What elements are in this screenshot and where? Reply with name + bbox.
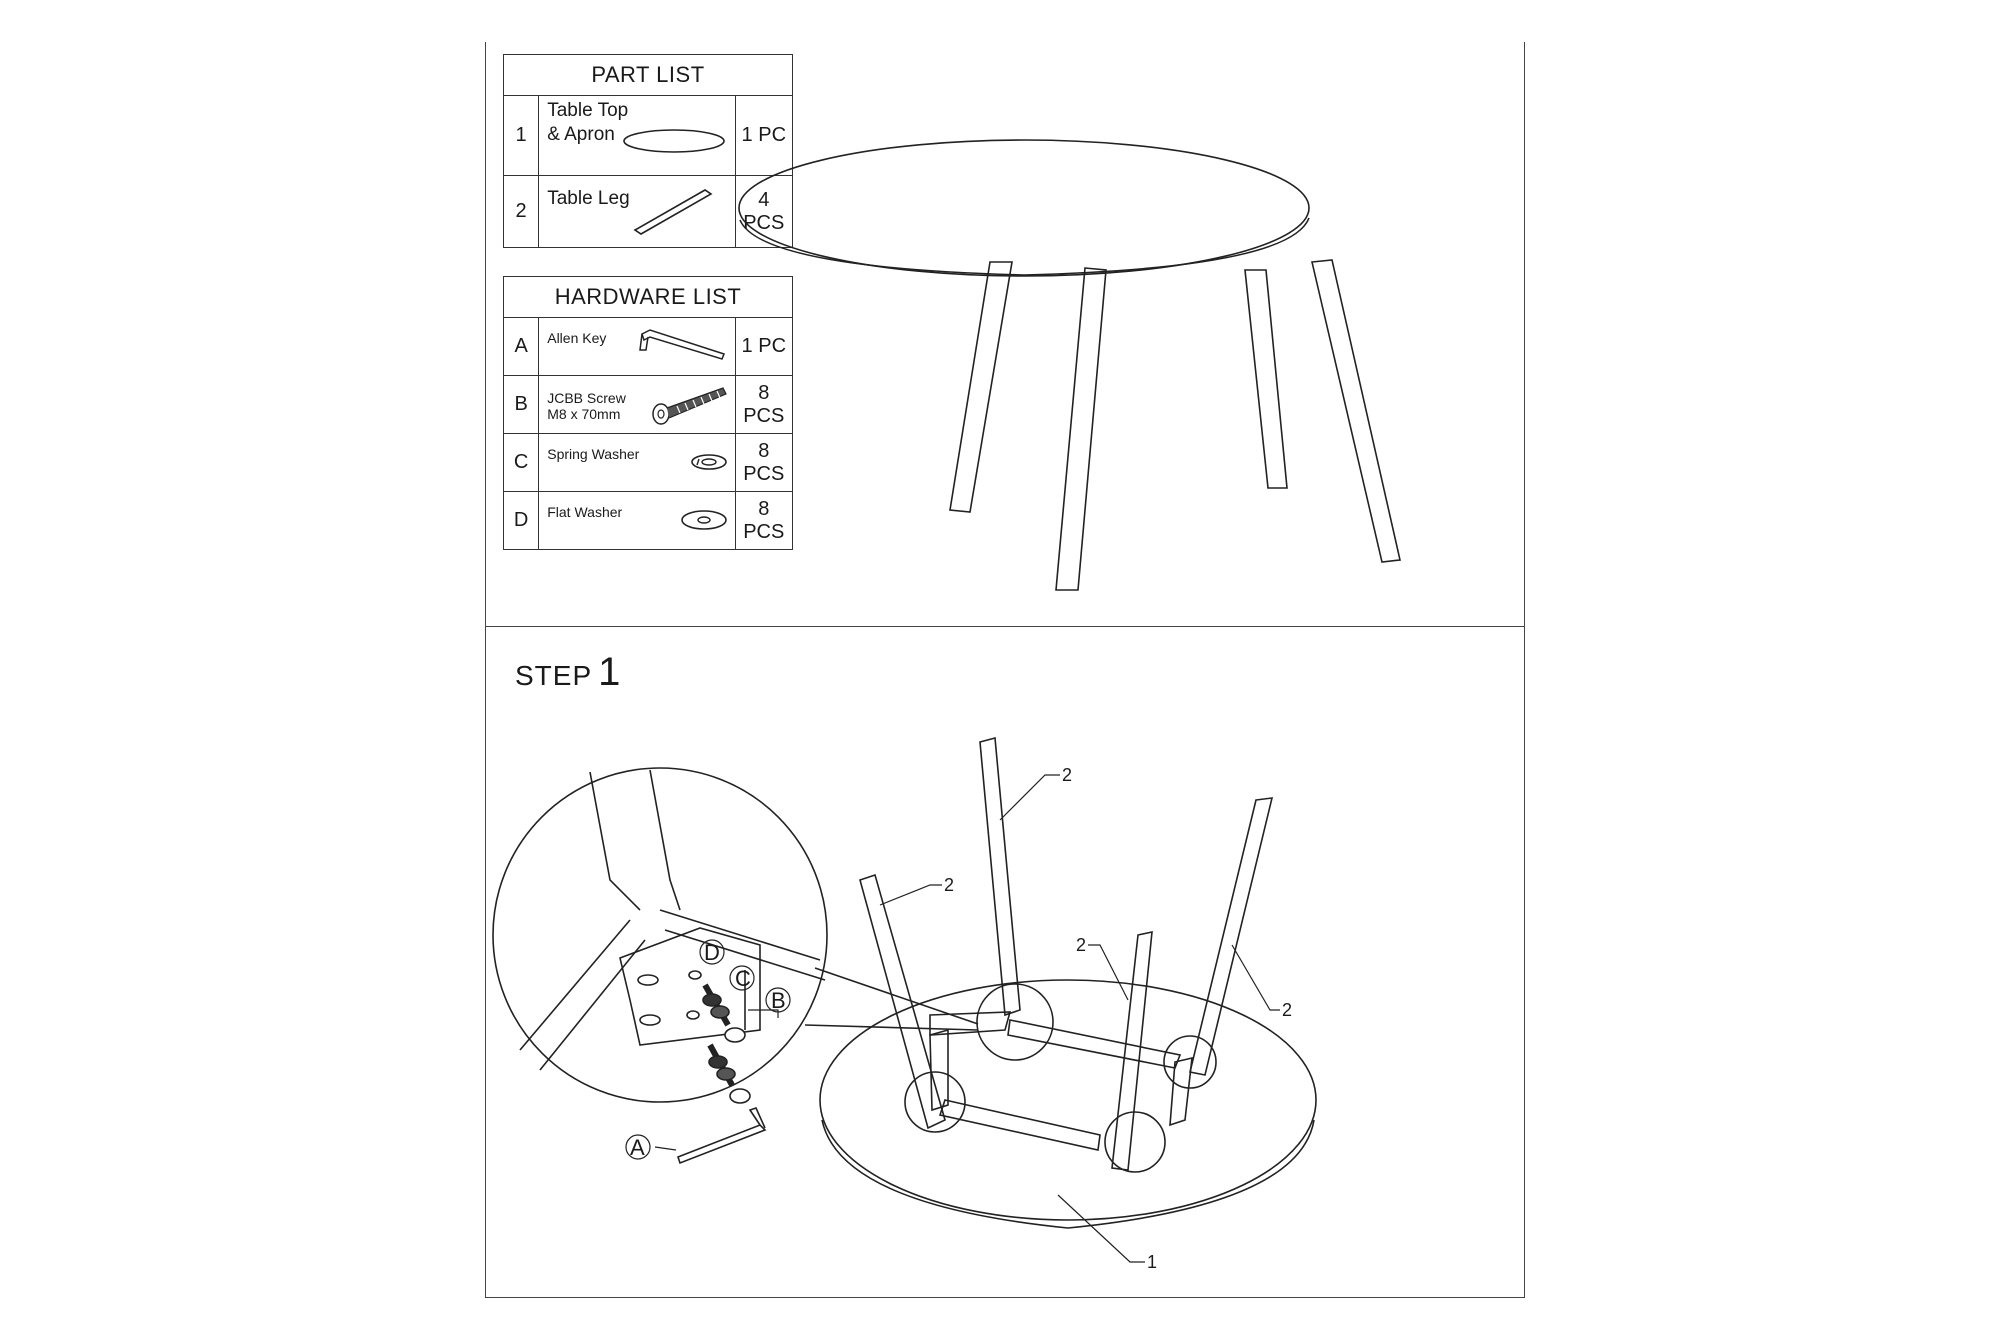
hardware-list-title: HARDWARE LIST bbox=[504, 277, 793, 318]
part-index: 1 bbox=[504, 96, 539, 176]
hardware-name: Flat Washer bbox=[547, 504, 623, 520]
callout-spring-washer: C bbox=[735, 966, 751, 991]
apron-frame-drawing bbox=[930, 1012, 1192, 1150]
hardware-qty: 1 PC bbox=[735, 318, 792, 376]
hardware-index: B bbox=[504, 376, 539, 434]
hardware-name: Allen Key bbox=[547, 330, 607, 346]
allen-key-drawing bbox=[678, 1108, 765, 1163]
hardware-name: Spring Washer bbox=[547, 446, 640, 462]
detail-magnifier bbox=[493, 768, 827, 1102]
hardware-index: A bbox=[504, 318, 539, 376]
part-name-line2: & Apron bbox=[547, 124, 615, 145]
callout-table-top: 1 bbox=[1147, 1252, 1158, 1272]
part-qty: 1 PC bbox=[735, 96, 792, 176]
part-qty: 4 PCS bbox=[735, 176, 792, 248]
part-name: Table Top bbox=[547, 100, 629, 121]
part-list-title: PART LIST bbox=[504, 55, 793, 96]
part-name: Table Leg bbox=[547, 188, 630, 209]
table-leg-drawing bbox=[980, 738, 1020, 1015]
callout-leg: 2 bbox=[1076, 935, 1087, 955]
hardware-index: C bbox=[504, 434, 539, 492]
part-index: 2 bbox=[504, 176, 539, 248]
callout-allen-key: A bbox=[630, 1135, 645, 1160]
callout-flat-washer: D bbox=[704, 940, 720, 965]
step-label: STEP bbox=[515, 660, 593, 691]
callout-leg: 2 bbox=[1062, 765, 1073, 785]
hardware-name: JCBB Screw bbox=[547, 390, 626, 406]
table-leg-drawing bbox=[1190, 798, 1272, 1075]
callout-screw: B bbox=[771, 988, 786, 1013]
callout-leg: 2 bbox=[1282, 1000, 1293, 1020]
table-top-drawing bbox=[820, 980, 1316, 1228]
hardware-name-line2: M8 x 70mm bbox=[547, 406, 621, 422]
screw-detail-drawing bbox=[703, 985, 750, 1103]
hardware-qty: 8 PCS bbox=[735, 434, 792, 492]
table-leg-drawing bbox=[1112, 932, 1152, 1170]
hardware-qty: 8 PCS bbox=[735, 376, 792, 434]
callout-leg: 2 bbox=[944, 875, 955, 895]
hardware-qty: 8 PCS bbox=[735, 492, 792, 550]
hardware-index: D bbox=[504, 492, 539, 550]
step-number: 1 bbox=[598, 650, 622, 694]
